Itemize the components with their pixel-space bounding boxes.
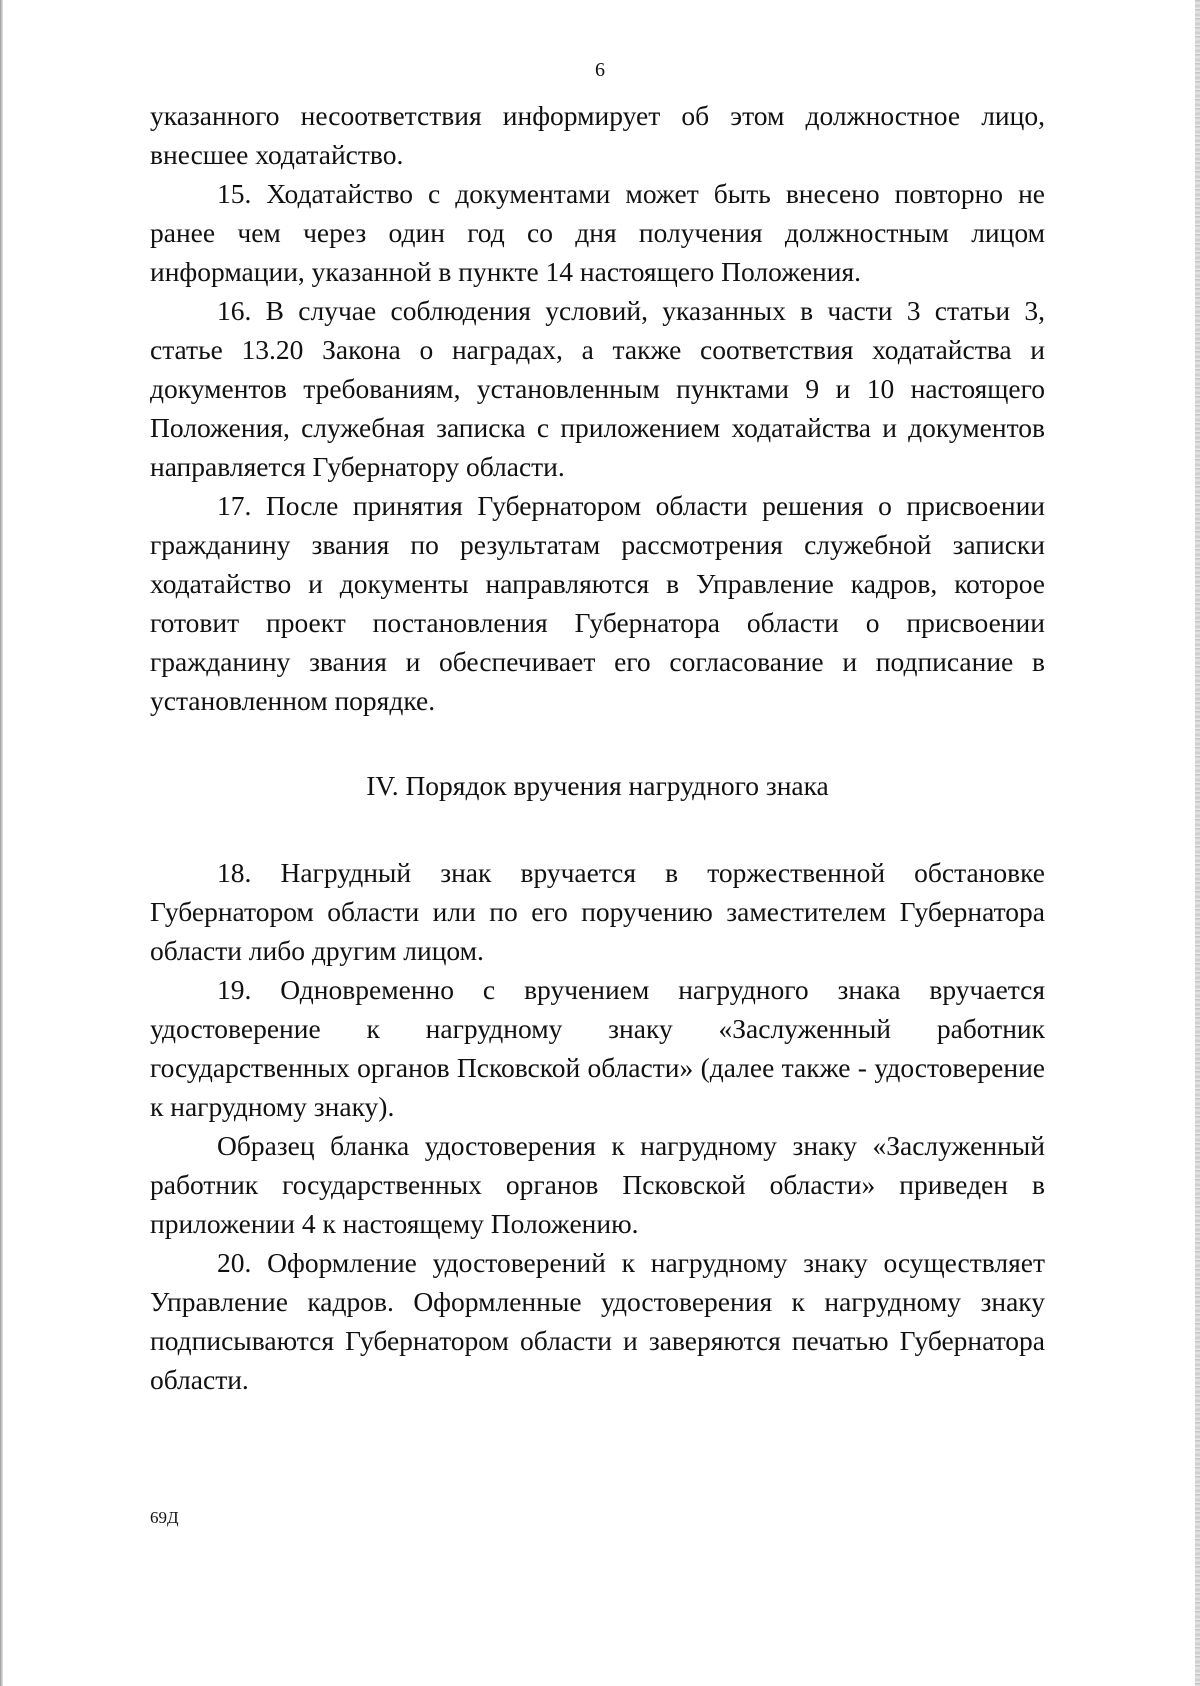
page-number: 6 xyxy=(595,59,605,81)
paragraph-continuation: указанного несоответствия информирует об этом должностное лицо, внесшее ходатайство. xyxy=(150,100,1045,170)
document-body xyxy=(150,96,1045,1399)
paragraph-16: 16. В случае соблюдения условий, указанных в части 3 статьи 3, статье 13.20 Закона о наградах, а также соответствия ходатайства и документов требованиям, установленным пунктами 9 и 10 настоящего Положения, служебная записка с приложением ходатайства и документов направляется Губернатору области. xyxy=(150,295,1045,482)
scan-edge-left xyxy=(0,0,3,1686)
section-heading: IV. Порядок вручения нагрудного знака xyxy=(366,770,829,801)
paragraph-15: 15. Ходатайство с документами может быть внесено повторно не ранее чем через один год со дня получения должностным лицом информации, указанной в пункте 14 настоящего Положения. xyxy=(150,178,1045,287)
paragraph-18: 18. Нагрудный знак вручается в торжественной обстановке Губернатором области или по его поручению заместителем Губернатора области либо другим лицом. xyxy=(150,857,1045,966)
scan-edge-right xyxy=(1195,0,1200,1686)
paragraph-sample-form: Образец бланка удостоверения к нагрудному знаку «Заслуженный работник государственных органов Псковской области» приведен в приложении 4 к настоящему Положению. xyxy=(150,1130,1045,1239)
paragraph-20: 20. Оформление удостоверений к нагрудному знаку осуществляет Управление кадров. Оформленные удостоверения к нагрудному знаку подписываются Губернатором области и заверяются печатью Губернатора области. xyxy=(150,1247,1045,1395)
document-code: 69Д xyxy=(150,1508,179,1527)
paragraph-19: 19. Одновременно с вручением нагрудного знака вручается удостоверение к нагрудному знаку «Заслуженный работник государственных органов Псковской области» (далее также - удостоверение к нагрудному знаку). xyxy=(150,974,1045,1122)
paragraph-17: 17. После принятия Губернатором области решения о присвоении гражданину звания по результатам рассмотрения служебной записки ходатайство и документы направляются в Управление кадров, которое готовит проект постановления Губернатора области о присвоении гражданину звания и обеспечивает его согласование и подписание в установленном порядке. xyxy=(150,490,1045,716)
